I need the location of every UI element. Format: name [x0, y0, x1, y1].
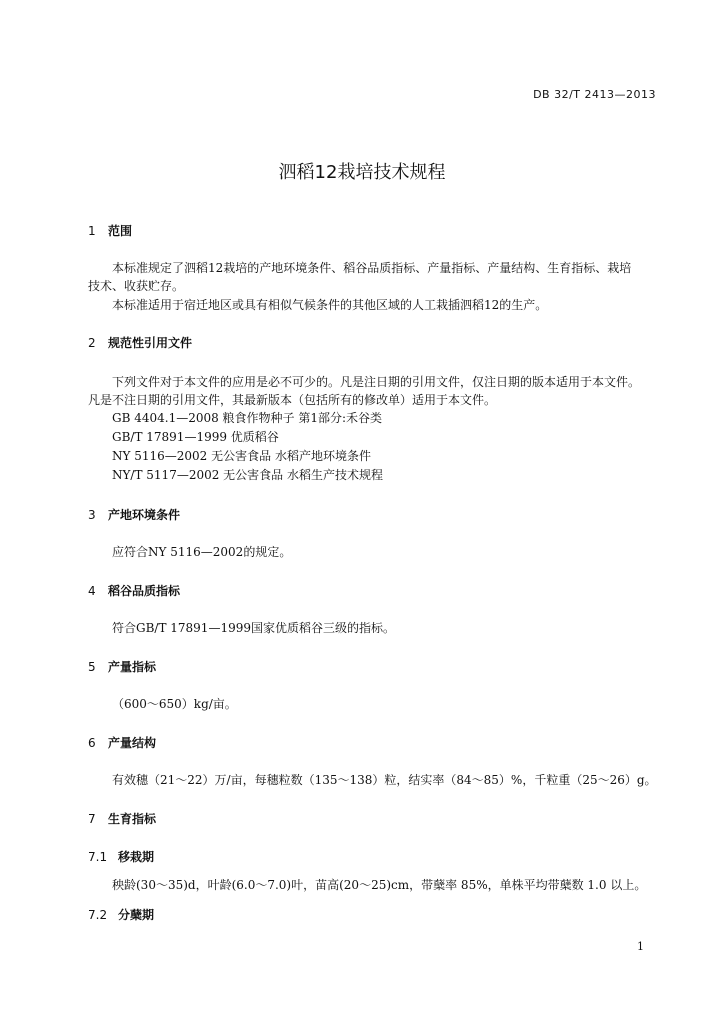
section-number: 5 [88, 660, 96, 674]
section-title: 生育指标 [108, 812, 157, 826]
paragraph: 本标准规定了泗稻12栽培的产地环境条件、稻谷品质指标、产量指标、产量结构、生育指标、栽培 [112, 261, 632, 275]
subsection-7-1-heading [88, 848, 154, 865]
section-7-heading [88, 810, 156, 827]
reference-item: NY/T 5117—2002 无公害食品 水稻生产技术规程 [112, 468, 383, 482]
section-title: 产地环境条件 [108, 508, 181, 522]
subsection-title: 分蘖期 [118, 908, 155, 922]
section-5-heading [88, 658, 156, 675]
section-title: 范围 [108, 224, 133, 238]
section-title: 产量指标 [108, 660, 157, 674]
section-2-heading [88, 334, 192, 351]
section-1-heading [88, 222, 132, 239]
section-number: 4 [88, 584, 96, 598]
subsection-number: 7.1 [88, 850, 108, 864]
paragraph: 应符合NY 5116—2002的规定。 [112, 545, 292, 559]
paragraph: 符合GB/T 17891—1999国家优质稻谷三级的指标。 [112, 621, 395, 635]
reference-item: GB 4404.1—2008 粮食作物种子 第1部分:禾谷类 [112, 411, 383, 425]
subsection-number: 7.2 [88, 908, 108, 922]
section-6-heading [88, 734, 156, 751]
reference-item: NY 5116—2002 无公害食品 水稻产地环境条件 [112, 449, 371, 463]
paragraph-continuation: 技术、收获贮存。 [88, 279, 185, 293]
paragraph: 有效穗（21～22）万/亩，每穗粒数（135～138）粒，结实率（84～85）%，千粒重（25～26）g。 [112, 773, 657, 787]
paragraph: 本标准适用于宿迁地区或具有相似气候条件的其他区域的人工栽插泗稻12的生产。 [112, 298, 548, 312]
section-title: 规范性引用文件 [108, 336, 193, 350]
subsection-7-2-heading [88, 906, 154, 923]
paragraph: 下列文件对于本文件的应用是必不可少的。凡是注日期的引用文件，仅注日期的版本适用于本文件。 [112, 375, 641, 389]
section-title: 产量结构 [108, 736, 157, 750]
paragraph: （600～650）kg/亩。 [112, 697, 237, 711]
page-number: 1 [637, 940, 644, 953]
section-number: 3 [88, 508, 96, 522]
section-3-heading [88, 506, 180, 523]
paragraph-continuation: 凡是不注日期的引用文件，其最新版本（包括所有的修改单）适用于本文件。 [88, 393, 497, 407]
standard-code: DB 32/T 2413—2013 [533, 88, 656, 101]
document-title: 泗稻12栽培技术规程 [278, 162, 446, 183]
section-title: 稻谷品质指标 [108, 584, 181, 598]
paragraph: 秧龄(30～35)d，叶龄(6.0～7.0)叶，苗高(20～25)cm，带蘖率 85%，单株平均带蘖数 1.0 以上。 [112, 878, 647, 892]
section-number: 6 [88, 736, 96, 750]
section-number: 7 [88, 812, 96, 826]
subsection-title: 移栽期 [118, 850, 155, 864]
section-number: 2 [88, 336, 96, 350]
section-4-heading [88, 582, 180, 599]
section-number: 1 [88, 224, 96, 238]
reference-item: GB/T 17891—1999 优质稻谷 [112, 430, 279, 444]
